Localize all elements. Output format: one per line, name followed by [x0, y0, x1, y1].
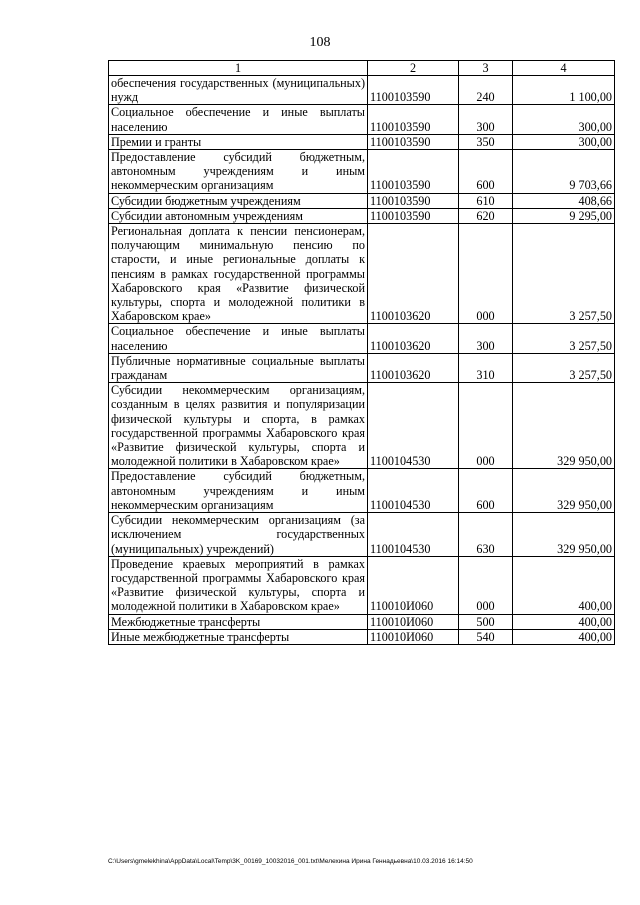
- row-type-cell: 300: [459, 105, 513, 134]
- row-amount-cell: 1 100,00: [513, 76, 615, 105]
- row-amount-cell: 300,00: [513, 134, 615, 149]
- row-code-cell: 1100103590: [368, 134, 459, 149]
- budget-table: [108, 60, 615, 645]
- row-amount-cell: 329 950,00: [513, 383, 615, 469]
- row-amount-cell: 408,66: [513, 193, 615, 208]
- row-code-cell: 1100103590: [368, 208, 459, 223]
- table-row: [109, 193, 615, 208]
- table-row: [109, 134, 615, 149]
- header-col-4: 4: [513, 61, 615, 76]
- row-amount-cell: 3 257,50: [513, 224, 615, 324]
- row-type-cell: 000: [459, 556, 513, 614]
- table-row: [109, 614, 615, 629]
- row-code-cell: 110010И060: [368, 556, 459, 614]
- row-name-cell: Субсидии некоммерческим организациям (за исключением государственных (муниципальных) учреждений): [109, 513, 368, 557]
- row-name-cell: Предоставление субсидий бюджетным, автономным учреждениям и иным некоммерческим организациям: [109, 469, 368, 513]
- row-name-cell: Предоставление субсидий бюджетным, автономным учреждениям и иным некоммерческим организациям: [109, 150, 368, 194]
- row-code-cell: 1100104530: [368, 513, 459, 557]
- table-row: [109, 224, 615, 324]
- row-amount-cell: 400,00: [513, 629, 615, 644]
- row-amount-cell: 329 950,00: [513, 469, 615, 513]
- row-type-cell: 310: [459, 353, 513, 382]
- row-code-cell: 1100103620: [368, 353, 459, 382]
- row-name-cell: Иные межбюджетные трансферты: [109, 629, 368, 644]
- row-amount-cell: 300,00: [513, 105, 615, 134]
- table-row: [109, 629, 615, 644]
- row-type-cell: 600: [459, 150, 513, 194]
- row-name-cell: Проведение краевых мероприятий в рамках государственной программы Хабаровского края «Развитие физической культуры, спорта и молодежной политики в Хабаровском крае»: [109, 556, 368, 614]
- row-amount-cell: 3 257,50: [513, 324, 615, 353]
- table-row: [109, 383, 615, 469]
- table-row: [109, 353, 615, 382]
- header-col-2: 2: [368, 61, 459, 76]
- row-code-cell: 1100103590: [368, 150, 459, 194]
- table-row: [109, 105, 615, 134]
- table-row: [109, 76, 615, 105]
- row-type-cell: 000: [459, 224, 513, 324]
- row-name-cell: Социальное обеспечение и иные выплаты населению: [109, 105, 368, 134]
- row-name-cell: Социальное обеспечение и иные выплаты населению: [109, 324, 368, 353]
- table-body: [109, 76, 615, 645]
- row-code-cell: 1100103590: [368, 193, 459, 208]
- page-number: 108: [309, 35, 331, 50]
- row-type-cell: 540: [459, 629, 513, 644]
- header-col-1: 1: [109, 61, 368, 76]
- row-code-cell: 1100103620: [368, 324, 459, 353]
- row-amount-cell: 9 295,00: [513, 208, 615, 223]
- table-row: [109, 208, 615, 223]
- row-type-cell: 240: [459, 76, 513, 105]
- row-type-cell: 600: [459, 469, 513, 513]
- row-code-cell: 110010И060: [368, 629, 459, 644]
- row-name-cell: Межбюджетные трансферты: [109, 614, 368, 629]
- row-name-cell: Субсидии автономным учреждениям: [109, 208, 368, 223]
- row-code-cell: 1100104530: [368, 383, 459, 469]
- footer-file-path: C:\Users\gmelekhina\AppData\Local\Temp\3K_00169_10032016_001.txt\Мелехина Ирина Геннадьевна\10.03.2016 16:14:50: [108, 858, 473, 865]
- row-type-cell: 630: [459, 513, 513, 557]
- row-type-cell: 000: [459, 383, 513, 469]
- row-type-cell: 350: [459, 134, 513, 149]
- table-row: [109, 150, 615, 194]
- row-code-cell: 1100103620: [368, 224, 459, 324]
- row-name-cell: Публичные нормативные социальные выплаты гражданам: [109, 353, 368, 382]
- row-amount-cell: 400,00: [513, 614, 615, 629]
- table-row: [109, 556, 615, 614]
- header-col-3: 3: [459, 61, 513, 76]
- row-type-cell: 500: [459, 614, 513, 629]
- row-name-cell: Субсидии бюджетным учреждениям: [109, 193, 368, 208]
- row-amount-cell: 9 703,66: [513, 150, 615, 194]
- row-name-cell: Премии и гранты: [109, 134, 368, 149]
- row-name-cell: Региональная доплата к пенсии пенсионерам, получающим минимальную пенсию по старости, и иные региональные доплаты к пенсиям в рамках государственной программы Хабаровского края «Развитие физической культуры, спорта и молодежной политики в Хабаровском крае»: [109, 224, 368, 324]
- table-row: [109, 324, 615, 353]
- row-amount-cell: 400,00: [513, 556, 615, 614]
- row-code-cell: 1100103590: [368, 76, 459, 105]
- row-code-cell: 1100103590: [368, 105, 459, 134]
- row-code-cell: 110010И060: [368, 614, 459, 629]
- table-row: [109, 513, 615, 557]
- row-type-cell: 620: [459, 208, 513, 223]
- row-amount-cell: 3 257,50: [513, 353, 615, 382]
- row-amount-cell: 329 950,00: [513, 513, 615, 557]
- row-type-cell: 300: [459, 324, 513, 353]
- table-row: [109, 469, 615, 513]
- row-code-cell: 1100104530: [368, 469, 459, 513]
- row-name-cell: Субсидии некоммерческим организациям, созданным в целях развития и популяризации физической культуры и спорта, в рамках государственной программы Хабаровского края «Развитие физической культуры, спорта и молодежной политики в Хабаровском крае»: [109, 383, 368, 469]
- table-header-row: [109, 61, 615, 76]
- row-type-cell: 610: [459, 193, 513, 208]
- row-name-cell: обеспечения государственных (муниципальных) нужд: [109, 76, 368, 105]
